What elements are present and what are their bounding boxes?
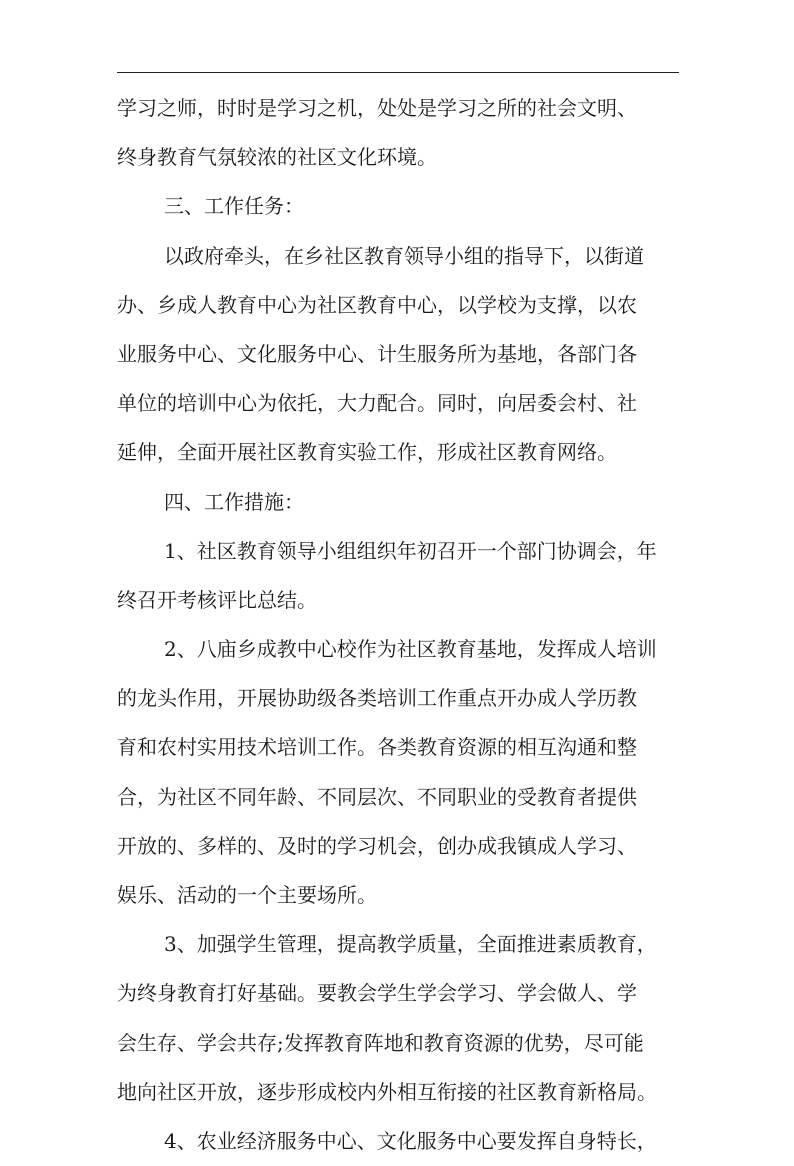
section-heading-work-measures: 四、工作措施：: [164, 489, 304, 514]
text-line-10: 1、社区教育领导小组组织年初召开一个部门协调会，年: [164, 538, 657, 563]
document-body: [117, 84, 682, 1166]
text-line-12: 2、八庙乡成教中心校作为社区教育基地，发挥成人培训: [164, 637, 657, 662]
text-line-14: 育和农村实用技术培训工作。各类教育资源的相互沟通和整: [117, 735, 637, 760]
text-line-8: 延伸，全面开展社区教育实验工作，形成社区教育网络。: [117, 440, 617, 465]
text-line-20: 会生存、学会共存;发挥教育阵地和教育资源的优势，尽可能: [117, 1030, 644, 1055]
text-line-22: 4、农业经济服务中心、文化服务中心要发挥自身特长，: [164, 1128, 657, 1153]
text-line-1: 学习之师，时时是学习之机，处处是学习之所的社会文明、: [117, 96, 637, 120]
text-line-6: 业服务中心、文化服务中心、计生服务所为基地，各部门各: [117, 341, 637, 366]
text-line-4: 以政府牵头，在乡社区教育领导小组的指导下，以街道: [164, 243, 644, 268]
text-line-5: 办、乡成人教育中心为社区教育中心，以学校为支撑，以农: [117, 292, 637, 317]
text-line-11: 终召开考核评比总结。: [117, 587, 317, 612]
text-line-13: 的龙头作用，开展协助级各类培训工作重点开办成人学历教: [117, 686, 637, 711]
text-line-21: 地向社区开放，逐步形成校内外相互衔接的社区教育新格局。: [117, 1079, 657, 1104]
text-line-15: 合，为社区不同年龄、不同层次、不同职业的受教育者提供: [117, 784, 637, 809]
text-line-17: 娱乐、活动的一个主要场所。: [117, 883, 377, 907]
text-line-2: 终身教育气氛较浓的社区文化环境。: [117, 145, 437, 170]
header-rule: [117, 72, 679, 73]
text-line-7: 单位的培训中心为依托，大力配合。同时，向居委会村、社: [117, 391, 637, 416]
text-line-18: 3、加强学生管理，提高教学质量，全面推进素质教育，: [164, 932, 657, 957]
section-heading-work-tasks: 三、工作任务：: [164, 194, 304, 219]
text-line-19: 为终身教育打好基础。要教会学生学会学习、学会做人、学: [117, 981, 637, 1006]
text-line-16: 开放的、多样的、及时的学习机会，创办成我镇成人学习、: [117, 833, 637, 858]
